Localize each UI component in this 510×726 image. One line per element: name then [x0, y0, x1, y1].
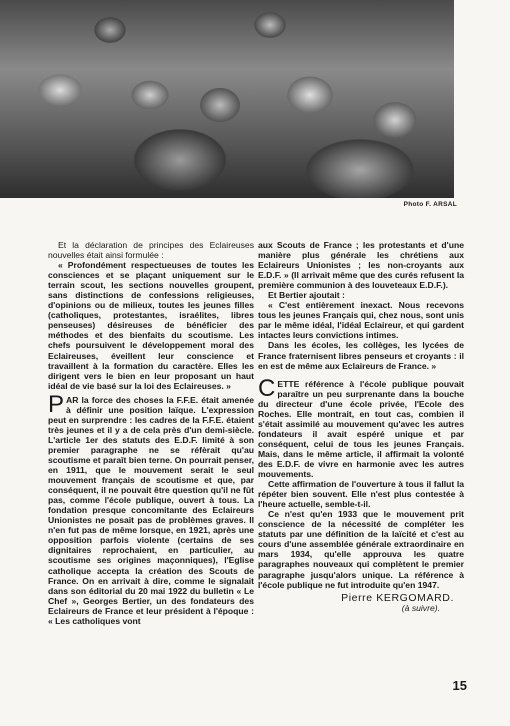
page-number: 15 — [452, 678, 467, 693]
drop-cap: P — [48, 390, 65, 418]
quote-paragraph: Dans les écoles, les collèges, les lycées de France fraternisent libres penseurs et croyants : il en est de même aux Eclaireurs de France. » — [258, 340, 464, 371]
right-column — [258, 240, 464, 613]
lead-text: AR la force des choses la F.F.E. était amenée à définir une position laïque. — [66, 394, 254, 415]
paragraph: Ce n'est qu'en 1933 que le mouvement prit conscience de la nécessité de compléter les statuts par une définition de la laïcité et c'est au cours d'une assemblée générale extraordinaire en mars 1934, qu'elle approuva les quatre paragraphes nouveaux qui complètent le premier paragraphe jusqu'alors unique. La référence à l'école publique ne fut introduite qu'en 1947. — [258, 509, 464, 590]
paragraph: Cette affirmation de l'ouverture à tous il fallut la répéter bien souvent. Elle n'est plus contestée à l'heure actuelle, semble-t-il. — [258, 479, 464, 510]
paragraph: Et Bertier ajoutait : — [268, 290, 345, 301]
left-column — [48, 240, 254, 626]
photo-credit: Photo F. ARSAL — [403, 201, 457, 208]
body-text: Elle montrait, en tout cas, combien il s'était assimilé au mouvement qu'avec les autres fondateurs il avait espéré unique et par conséquent, celui de tous les jeunes Français. Mais, dans le même article, il affirmait la volonté des E.D.F. de vivre en harmonie avec les autres mouvements. — [258, 408, 464, 480]
paragraph — [48, 390, 254, 626]
lead-text: ETTE référence à l'école publique pouvait paraître un peu surprenante dans la bouche du directeur d'une école privée, l'Ecole des Roches. — [258, 378, 464, 419]
paragraph — [258, 374, 464, 480]
signature: Pierre KERGOMARD. — [341, 591, 454, 604]
drop-cap: C — [258, 374, 276, 402]
to-follow-note: (à suivre). — [401, 602, 440, 613]
paragraph: Et la déclaration de principes des Eclaireuses nouvelles était ainsi formulée : — [48, 240, 254, 261]
body-text: L'expression peut en surprendre : les cadres de la F.F.E. étaient très jeunes et il y a de cela près d'un demi-siècle. L'article 1er des statuts des E.D.F. limité à son premier paragraphe ne se réfèrait qu'au scoutisme et paraît bien terne. On pourrait penser, en 1911, que le mouvement serait le seul mouvement français de scoutisme et que, par conséquent, il ne pouvait être question qu'il ne fût pas, comme l'école publique, ouvert à tous. La fondation presque concomitante des Eclaireurs Unionistes ne posait pas de problèmes graves. Il n'en fut pas de même lorsque, en 1921, après une opposition parfois violente (certains de ses dignitaires reprochaient, en particulier, au scoutisme ses origines maçonniques), l'Eglise catholique accepta la création des Scouts de France. On en arrivait à dire, comme le signalait dans son éditorial du 20 mai 1922 du bulletin « Le Chef », Georges Bertier, un des fondateurs des Eclaireurs de France et leur président à l'époque : « Les catholiques vont — [48, 404, 254, 626]
quote-paragraph: « C'est entièrement inexact. Nous recevons tous les jeunes Français qui, chez nous, sont unis par le même idéal, l'idéal Eclaireur, et qui gardent intactes leurs convictions intimes. — [258, 300, 464, 341]
paragraph: aux Scouts de France ; les protestants et d'une manière plus générale les chrétiens aux Eclaireurs Unionistes ; les non-croyants aux E.D.F. » (Il arrivait même que des curés refusent la première communion à des louveteaux E.D.F.). — [258, 240, 464, 291]
quote-paragraph: « Profondément respectueuses de toutes les consciences et se plaçant uniquement sur le terrain scout, les sections nouvelles groupent, sans distinctions de confessions religieuses, d'opinions ou de milieux, toutes les jeunes filles (catholiques, protestantes, israélites, libres penseuses) désireuses de bénéficier des méthodes et des bienfaits du scoutisme. Les chefs poursuivent le développement moral des Eclaireuses, éveillent leur conscience et travaillent à la formation du caractère. Elles les dirigent vers le bien en leur proposant un haut idéal de vie basé sur la loi des Eclaireuses. » — [48, 260, 254, 391]
group-photo — [0, 0, 454, 198]
